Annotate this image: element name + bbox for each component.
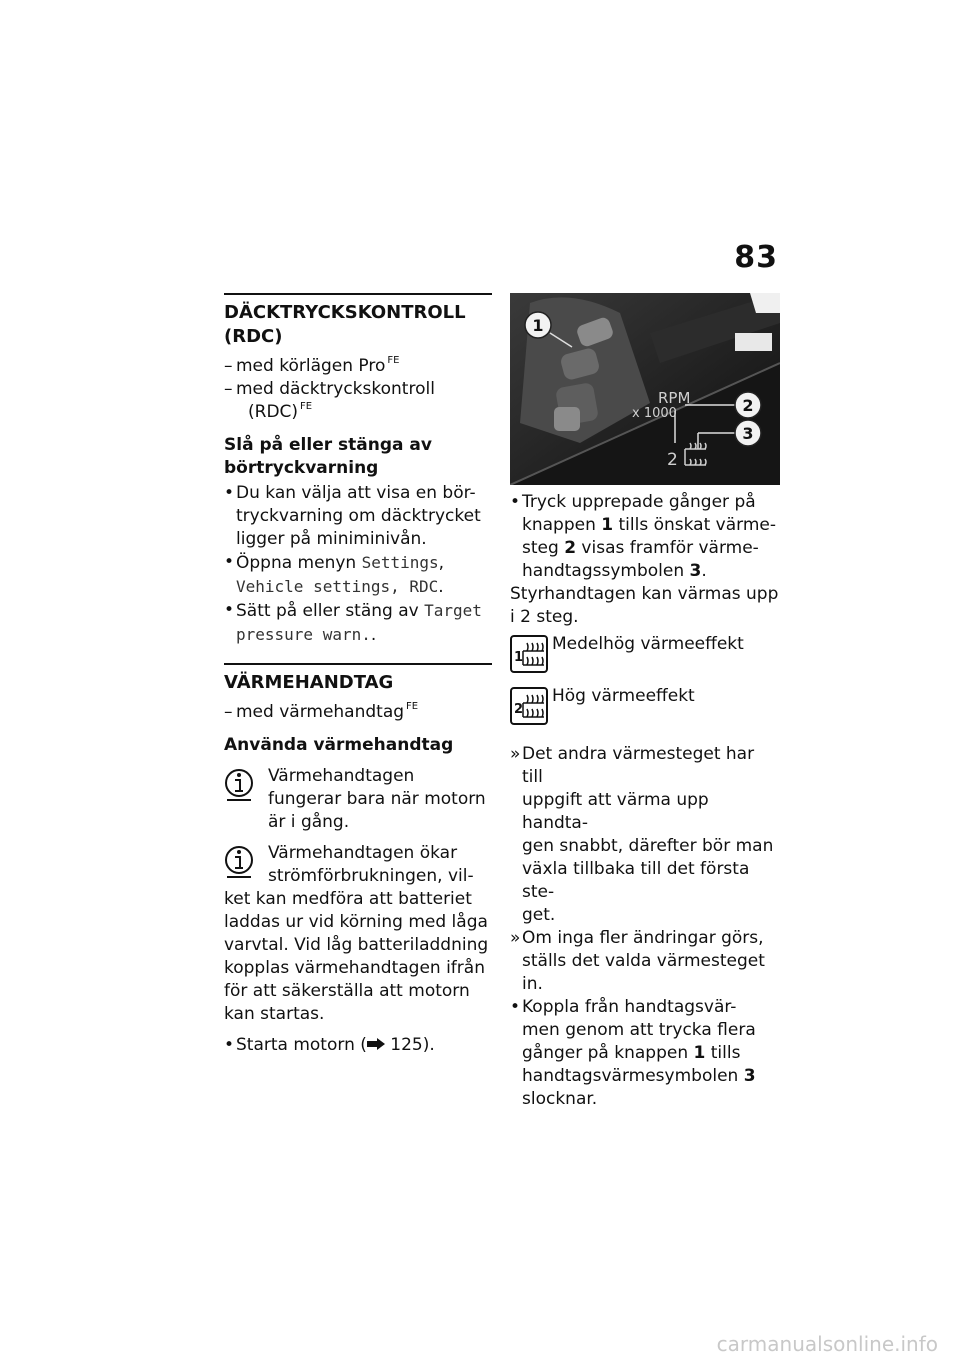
menu-path: Settings [361,553,439,572]
info-note: Värmehandtagen fungerar bara när motorn är i gång. [224,765,492,834]
heat-level-2-icon [510,687,548,732]
section-divider [224,663,492,665]
svg-text:2: 2 [742,396,754,415]
heat-level-row: 2 Hög värmeeffekt [510,685,780,729]
page-reference[interactable]: 125). [390,1035,435,1055]
menu-option: pressure warn. [236,625,371,644]
info-icon [224,844,254,887]
svg-text:1: 1 [514,650,524,665]
page-reference-arrow-icon [367,1035,385,1055]
instruction-item: • Koppla från handtagsvär- men genom att trycka flera gånger på knappen 1 tills handtagsvärmesymbolen 3 slocknar. [510,997,756,1109]
section-title-rdc: DÄCKTRYCKSKONTROLL (RDC) [224,302,466,347]
menu-option: Target [424,601,482,620]
svg-text:3: 3 [742,424,754,443]
instruction-item: • Starta motorn ( 125). [224,1035,435,1055]
callout-1 [525,312,551,338]
left-column [224,293,492,1057]
right-column [510,293,780,1111]
watermark: carmanualsonline.info [716,1332,938,1356]
subheading-use-heated-grips: Använda värmehandtag [224,735,454,755]
rpm-multiplier-label: x 1000 [632,406,677,421]
callout-2 [735,392,761,418]
requirement-item: – med körlägen Pro $^{FE}$ [224,355,400,376]
requirement-item: – med däcktryckskontroll (RDC) $^{FE}$ [224,379,435,422]
section-title-heated-grips: VÄRMEHANDTAG [224,672,394,693]
page-number: 83 [734,240,778,275]
rpm-label: RPM [658,389,691,407]
instruction-item: • Öppna menyn Settings, Vehicle settings, RDC. [224,552,445,597]
requirement-item: – med värmehandtag $^{FE}$ [224,701,419,722]
result-item: » Om inga fler ändringar görs, ställs det valda värmesteget in. [510,928,765,994]
gear-indicator: 2 [667,450,678,470]
result-item: » Det andra värmesteget har till uppgift att värma upp handta- gen snabbt, därefter bör man växla tillbaka till det första ste- get. [510,744,774,925]
handlebar-controls-photo [510,293,780,485]
subheading-target-pressure: Slå på eller stänga av börtryckvarning [224,435,432,478]
info-note: Värmehandtagen ökar strömförbrukningen, vil- ket kan medföra att batteriet laddas ur vid körning med låga varvtal. Vid låg batteriladdning kopplas värmehandtagen ifrån för att säkerställa att motorn kan startas. [224,843,489,1024]
heat-level-1-icon [510,635,548,680]
instruction-item: • Sätt på eller stäng av Target pressure warn.. [224,600,482,645]
instruction-item: • Du kan välja att visa en bör- tryckvarning om däcktrycket ligger på miniminivån. [224,483,481,549]
instruction-item: • Tryck upprepade gånger på knappen 1 tills önskat värme- steg 2 visas framför värme- handtagssymbolen 3. [510,492,776,581]
heat-level-row: 1 Medelhög värmeeffekt [510,633,780,677]
paragraph: Styrhandtagen kan värmas upp i 2 steg. [510,584,779,627]
menu-path: Vehicle settings [236,577,391,596]
svg-text:1: 1 [532,316,544,335]
svg-text:2: 2 [514,702,524,717]
info-icon [224,767,254,810]
callout-3 [735,420,761,446]
section-divider [224,293,492,295]
